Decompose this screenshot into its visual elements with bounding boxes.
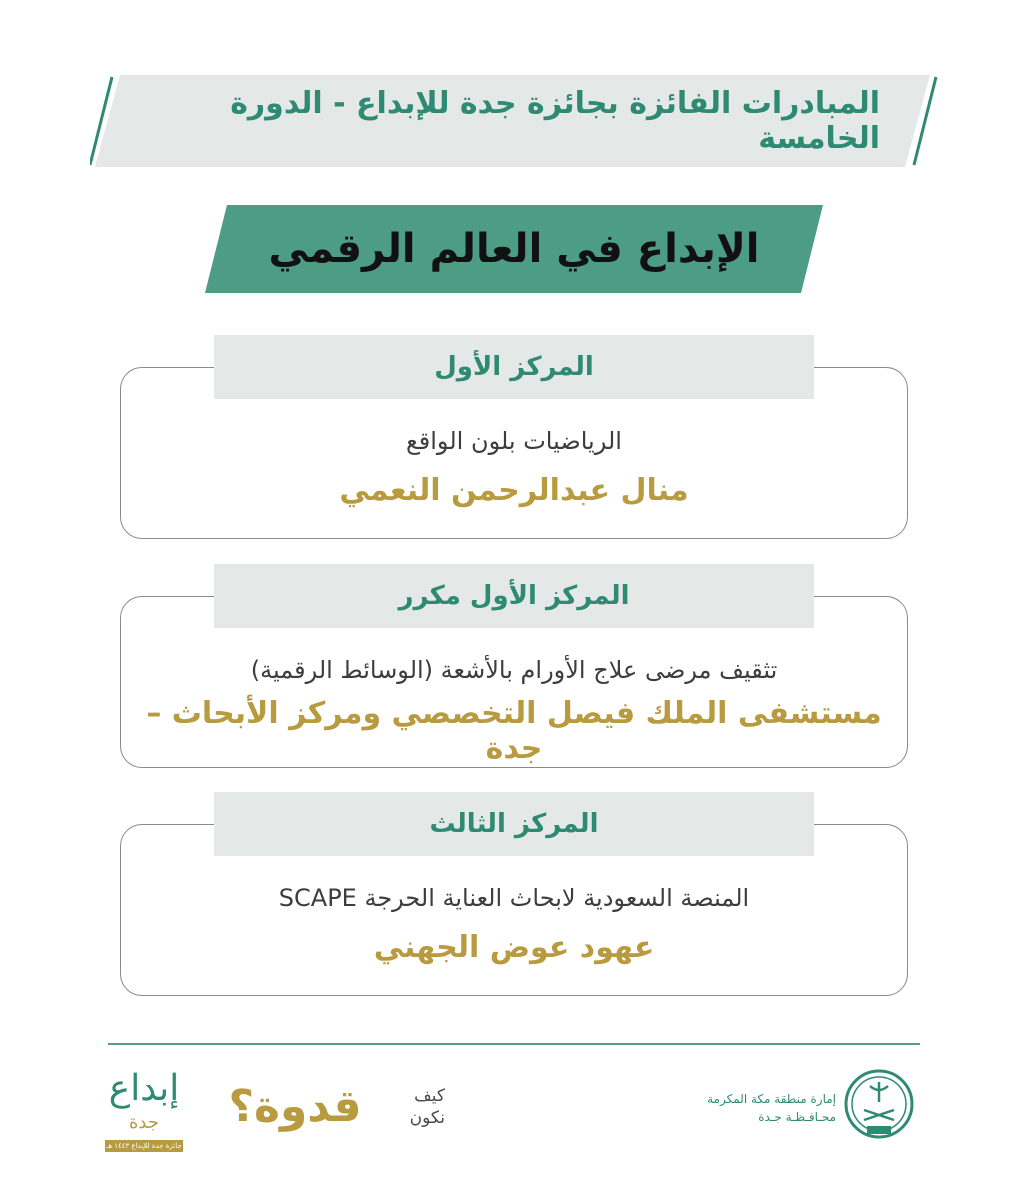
ibdaa-logo-city: جدة bbox=[128, 1112, 159, 1133]
governorate-name bbox=[700, 1090, 836, 1126]
qudwa-tagline-line-2: نكون bbox=[409, 1108, 445, 1128]
award-rank: المركز الأول مكرر bbox=[214, 564, 814, 628]
award-winner: عهود عوض الجهني bbox=[373, 930, 655, 965]
ibdaa-logo-word: إبداع bbox=[108, 1068, 180, 1109]
award-winner: مستشفى الملك فيصل التخصصي ومركز الأبحاث – جدة bbox=[146, 696, 882, 766]
qudwa-logo bbox=[215, 1075, 445, 1155]
award-initiative-title: المنصة السعودية لابحاث العناية الحرجة SCAPE bbox=[278, 884, 750, 912]
governorate-line-1: إمارة منطقة مكة المكرمة bbox=[707, 1092, 836, 1106]
award-initiative-title: الرياضيات بلون الواقع bbox=[406, 427, 622, 455]
footer-divider bbox=[108, 1043, 920, 1045]
page-title: المبادرات الفائزة بجائزة جدة للإبداع - الدورة الخامسة bbox=[230, 86, 880, 156]
category-banner bbox=[205, 205, 823, 293]
saudi-emblem-icon bbox=[842, 1062, 916, 1146]
award-card-first bbox=[120, 335, 908, 540]
qudwa-logo-tagline bbox=[365, 1085, 445, 1129]
award-initiative-title: تثقيف مرضى علاج الأورام بالأشعة (الوسائط الرقمية) bbox=[250, 656, 778, 684]
jeddah-creativity-award-logo bbox=[105, 1060, 183, 1156]
qudwa-logo-word: قدوة؟ bbox=[228, 1081, 362, 1132]
category-title: الإبداع في العالم الرقمي bbox=[268, 226, 760, 272]
award-winner: منال عبدالرحمن النعمي bbox=[339, 473, 689, 508]
award-rank: المركز الأول bbox=[214, 335, 814, 399]
qudwa-tagline-line-1: كيف bbox=[414, 1086, 445, 1106]
award-rank: المركز الثالث bbox=[214, 792, 814, 856]
award-card-third bbox=[120, 792, 908, 997]
ibdaa-logo-strip: جائزة جدة للإبداع ١٤٤٣ هـ bbox=[106, 1142, 182, 1150]
governorate-line-2: محـافـظـة جـدة bbox=[758, 1110, 836, 1124]
award-card-first-repeated bbox=[120, 564, 908, 769]
header-banner bbox=[90, 75, 940, 167]
